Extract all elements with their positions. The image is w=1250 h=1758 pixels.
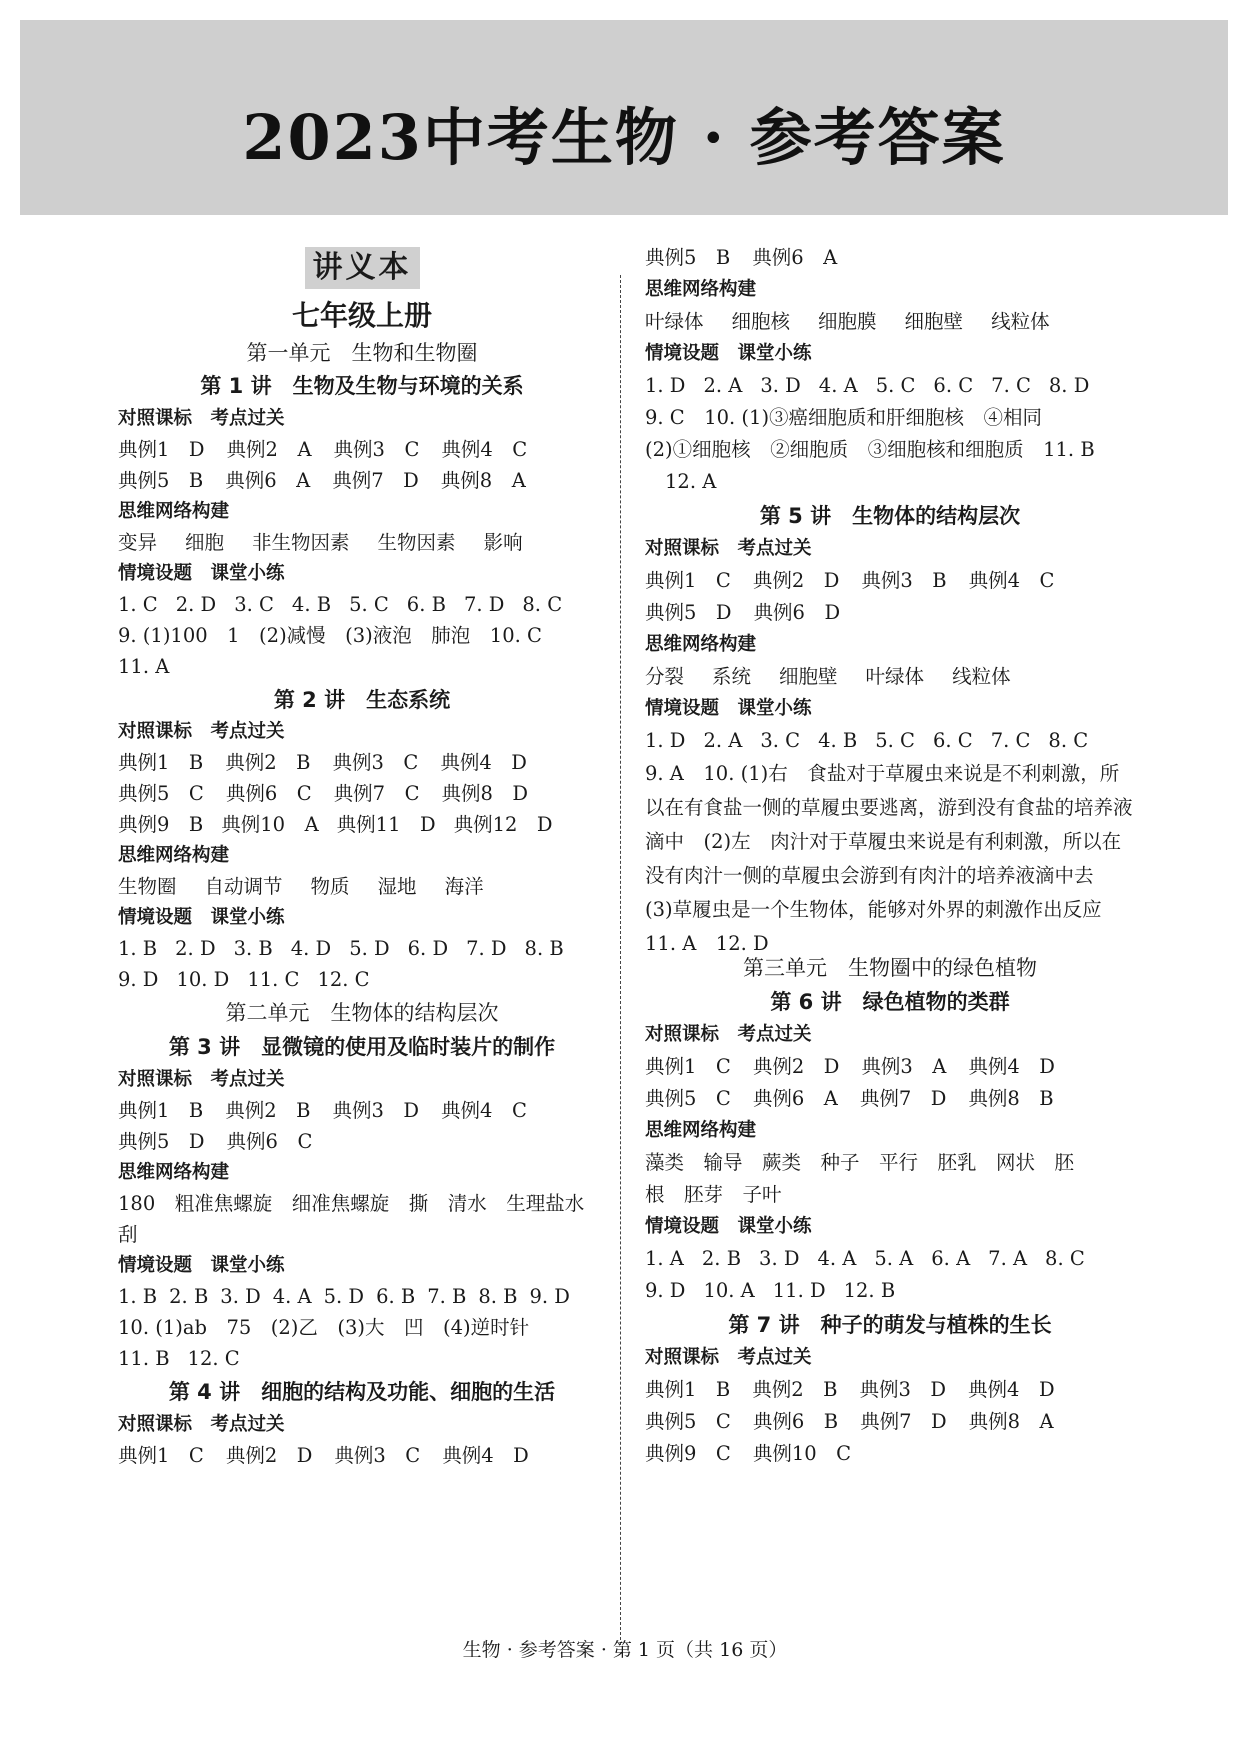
answer-item: 8. C [1045,1247,1085,1270]
answer-item: 典例5 B [645,246,731,269]
answer-item: 9. D [645,1279,686,1302]
answer-item: 9. D [529,1285,570,1308]
section-label: 情境设题 课堂小练 [118,563,285,584]
answer-item: 11. C [247,968,300,991]
answer-item: 典例5 B [118,469,204,492]
answer-item: 6. C [932,729,973,752]
answer-item: 典例8 B [968,1087,1054,1110]
answer-item: 8. C [522,593,563,616]
answer-item: 典例1 B [645,1378,731,1401]
section-label: 对照课标 考点过关 [118,408,285,429]
answer-item: 典例3 C [333,438,420,461]
answer-item: 2. A [703,374,743,397]
answer-item: 典例2 D [752,569,840,592]
answer-item: 自动调节 [204,875,283,898]
answer-item: 典例6 D [753,601,841,624]
answer-row [645,304,1078,340]
lecture-heading: 第 1 讲 生物及生物与环境的关系 [200,374,524,398]
answer-item: 3. D [759,1247,800,1270]
section-label: 思维网络构建 [645,1120,757,1141]
answer-item: 5. C [349,593,389,616]
answer-item: 1. D [645,729,686,752]
answer-row: 刮 [118,1223,138,1246]
answer-item: 典例4 D [968,1378,1055,1401]
lecture-heading: 第 4 讲 细胞的结构及功能、细胞的生活 [168,1380,556,1404]
answer-row [645,1273,913,1309]
section-label: 思维网络构建 [118,501,230,522]
answer-item: 细胞膜 [818,310,877,333]
page-title: 2023中考生物 · 参考答案 [242,101,1006,174]
answer-item: 1. D [645,374,686,397]
answer-item: 2. A [703,729,743,752]
answer-item: 2. D [175,593,217,616]
unit-heading: 第一单元 生物和生物圈 [246,341,478,365]
answer-item: 典例6 C [226,1130,313,1153]
answer-item: 7. B [427,1285,467,1308]
answer-row [645,1372,1077,1408]
answer-item: 典例1 B [118,751,204,774]
answer-item: 细胞 [185,531,225,554]
answer-item: 典例6 A [752,1087,838,1110]
answer-item: 典例1 B [118,1099,204,1122]
answer-item: 2. B [701,1247,742,1270]
answer-item: 11. B [118,1347,170,1370]
answer-row: 藻类 输导 蕨类 种子 平行 胚乳 网状 胚 [645,1151,1075,1174]
answer-item: 典例4 D [440,751,527,774]
answer-item: 典例2 A [226,438,312,461]
answer-item: 2. D [175,937,216,960]
answer-row [645,368,1107,404]
answer-item: 典例7 D [860,1410,947,1433]
answer-item: 典例6 A [752,246,838,269]
answer-item: 6. B [406,593,446,616]
answer-item: 典例3 D [859,1378,947,1401]
answer-item: 典例3 C [332,751,419,774]
answer-item: 10. D [176,968,230,991]
section-label: 思维网络构建 [645,279,757,300]
answer-item: 典例3 B [861,569,947,592]
answer-row [645,1241,1103,1277]
answer-row [645,1081,1076,1117]
answer-item: 4. A [818,374,858,397]
grade-heading: 七年级上册 [291,299,432,332]
answer-item: 4. D [290,937,332,960]
answer-item: 系统 [712,665,752,688]
answer-item: 3. D [760,374,801,397]
answer-item: 典例4 D [968,1055,1055,1078]
answer-item: 典例2 D [225,1444,313,1467]
lecture-heading: 第 6 讲 绿色植物的类群 [770,990,1010,1014]
section-label: 思维网络构建 [645,634,757,655]
answer-item: 典例8 A [968,1410,1054,1433]
answer-row: 根 胚芽 子叶 [645,1183,782,1206]
answer-row: (2)①细胞核 ②细胞质 ③细胞核和细胞质 11. B [645,438,1095,461]
answer-item: 5. C [875,374,916,397]
answer-item: 1. A [645,1247,684,1270]
answer-item: 8. D [1048,374,1090,397]
answer-item: 6. D [407,937,449,960]
answer-item: 典例5 C [645,1087,731,1110]
answer-row [645,659,1039,695]
answer-item: 8. B [478,1285,518,1308]
answer-item: 典例2 B [225,1099,311,1122]
answer-item: 典例5 C [645,1410,731,1433]
answer-item: 细胞壁 [779,665,838,688]
answer-item: 12. C [187,1347,240,1370]
answer-item: 典例12 D [453,813,553,836]
section-label: 情境设题 课堂小练 [645,698,812,719]
answer-item: 典例3 A [861,1055,947,1078]
answer-row: 180 粗准焦螺旋 细准焦螺旋 撕 清水 生理盐水 [118,1192,585,1215]
answer-item: 生物因素 [377,531,456,554]
answer-item: 7. D [466,937,507,960]
answer-item: 非生物因素 [252,531,350,554]
section-label: 对照课标 考点过关 [118,1069,285,1090]
answer-row: 9. C 10. (1)③癌细胞质和肝细胞核 ④相同 [645,406,1043,429]
answer-item: 7. C [991,374,1031,397]
answer-item: 典例2 D [752,1055,840,1078]
answer-item: 典例2 B [225,751,311,774]
answer-item: 典例3 C [334,1444,421,1467]
answer-item: 细胞核 [731,310,791,333]
answer-item: 典例4 D [442,1444,529,1467]
answer-item: 分裂 [645,665,685,688]
answer-row [645,240,859,276]
answer-row: 10. (1)ab 75 (2)乙 (3)大 凹 (4)逆时针 [118,1316,530,1339]
section-label: 情境设题 课堂小练 [645,343,812,364]
answer-item: 3. B [233,937,273,960]
answer-item: 9. D [118,968,159,991]
answer-item: 5. C [875,729,915,752]
answer-item: 典例3 D [332,1099,420,1122]
answer-item: 11. D [772,1279,826,1302]
answer-item: 1. B [118,937,158,960]
book-label: 讲义本 [305,247,420,289]
answer-item: 典例9 B [118,813,204,836]
unit-heading: 第三单元 生物圈中的绿色植物 [743,956,1037,980]
answer-item: 12. C [317,968,370,991]
answer-item: 4. A [817,1247,857,1270]
answer-item: 典例6 A [225,469,311,492]
answer-row [118,1341,258,1377]
answer-item: 叶绿体 [865,665,925,688]
section-label: 情境设题 课堂小练 [645,1216,812,1237]
answer-item: 5. D [349,937,390,960]
answer-item: 5. A [874,1247,914,1270]
answer-item: 典例1 D [118,438,205,461]
answer-item: 叶绿体 [645,310,704,333]
answer-item: 12. B [843,1279,896,1302]
answer-item: 6. B [376,1285,416,1308]
answer-item: 典例4 C [968,569,1055,592]
answer-item: 3. C [234,593,274,616]
answer-item: 典例5 D [645,601,732,624]
column-divider [620,275,621,1645]
answer-row [118,962,388,998]
answer-item: 典例6 C [225,782,312,805]
answer-item: 1. C [118,593,158,616]
answer-item: 典例8 A [440,469,526,492]
answer-row [645,723,1106,759]
answer-item: 线粒体 [991,310,1050,333]
section-label: 情境设题 课堂小练 [118,907,285,928]
lecture-heading: 第 5 讲 生物体的结构层次 [759,504,1021,528]
unit-heading: 第二单元 生物体的结构层次 [225,1001,499,1025]
answer-item: 4. B [291,593,332,616]
answer-item: 2. B [169,1285,209,1308]
lecture-heading: 第 3 讲 显微镜的使用及临时装片的制作 [168,1035,556,1059]
answer-item: 典例5 D [118,1130,205,1153]
answer-item: 海洋 [444,875,484,898]
answer-row [645,1404,1076,1440]
answer-item: 细胞壁 [904,310,964,333]
answer-item: 典例11 D [336,813,436,836]
answer-item: 6. C [933,374,974,397]
answer-item: 7. C [990,729,1031,752]
answer-item: 典例5 C [118,782,204,805]
answer-item: 典例8 D [441,782,529,805]
answer-item: 典例6 B [752,1410,839,1433]
answer-item: 典例1 C [118,1444,204,1467]
section-label: 对照课标 考点过关 [645,1347,812,1368]
answer-row: 12. A [665,470,717,493]
answer-item: 7. D [463,593,505,616]
answer-item: 典例10 A [221,813,319,836]
title-banner [20,20,1228,215]
section-label: 对照课标 考点过关 [645,1024,812,1045]
answer-item: 典例4 C [441,1099,527,1122]
answer-row [645,1049,1077,1085]
answer-item: 4. A [272,1285,312,1308]
answer-item: 典例1 C [645,1055,731,1078]
answer-item: 典例10 C [752,1442,852,1465]
answer-item: 10. A [703,1279,755,1302]
lecture-heading: 第 7 讲 种子的萌发与植株的生长 [728,1313,1052,1337]
answer-item: 3. C [760,729,801,752]
section-label: 思维网络构建 [118,845,230,866]
answer-item: 6. A [931,1247,971,1270]
answer-item: 典例1 C [645,569,731,592]
section-label: 对照课标 考点过关 [645,538,812,559]
answer-item: 典例7 D [859,1087,947,1110]
section-label: 对照课标 考点过关 [118,721,285,742]
answer-paragraph: 9. A 10. (1)右 食盐对于草履虫来说是不利刺激，所以在有食盐一侧的草履虫要逃离，游到没有食盐的培养液滴中 (2)左 肉汁对于草履虫来说是有利刺激，所以在没有肉汁一侧的草履虫会游到有肉汁的培养液滴中去 (3)草履虫是一个生物体，能够对外界的刺激作出反应 11. A 12. D [645,762,1133,955]
answer-row [645,1436,873,1472]
answer-item: 8. C [1048,729,1089,752]
page-footer: 生物 · 参考答案 · 第 1 页（共 16 页） [462,1639,788,1661]
answer-item: 湿地 [377,875,417,898]
answer-item: 8. B [524,937,564,960]
section-label: 情境设题 课堂小练 [118,1255,285,1276]
answer-row [645,595,862,631]
answer-item: 物质 [310,875,350,898]
answer-item: 典例4 C [441,438,528,461]
answer-item: 7. A [988,1247,1028,1270]
answer-item: 典例7 D [332,469,419,492]
answer-row [645,563,1076,599]
answer-row: 9. (1)100 1 (2)减慢 (3)液泡 肺泡 10. C [118,624,542,647]
answer-item: 典例9 C [645,1442,731,1465]
answer-item: 5. D [323,1285,365,1308]
answer-row: 11. A [118,655,170,678]
answer-item: 3. D [220,1285,261,1308]
answer-item: 4. B [818,729,858,752]
section-label: 对照课标 考点过关 [118,1414,285,1435]
answer-item: 1. B [118,1285,158,1308]
section-label: 思维网络构建 [118,1162,230,1183]
lecture-heading: 第 2 讲 生态系统 [273,688,451,712]
answer-item: 影响 [483,531,523,554]
answer-item: 线粒体 [952,665,1011,688]
answer-item: 生物圈 [118,875,177,898]
answer-item: 变异 [118,531,158,554]
answer-row [118,1438,551,1474]
answer-item: 典例7 C [333,782,420,805]
answer-item: 典例2 B [752,1378,838,1401]
